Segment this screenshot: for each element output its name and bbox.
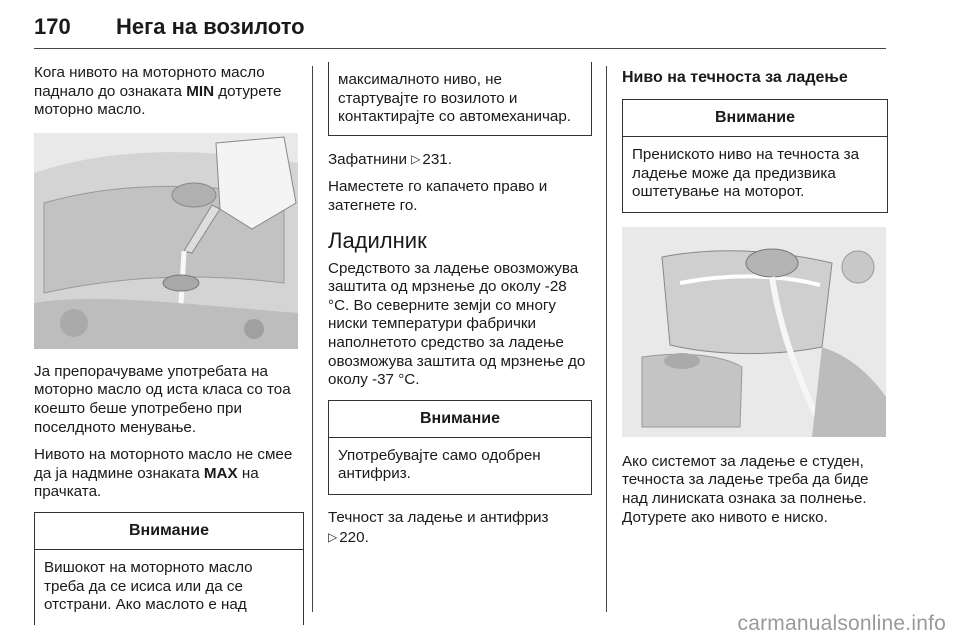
notice-title: Внимание bbox=[35, 513, 303, 550]
watermark: carmanualsonline.info bbox=[737, 612, 946, 635]
paragraph-cold-system: Ако системот за ладење е студен, течноста за ладење треба да биде над линиската ознака за полнење. Дотурете ако нивото е ниско. bbox=[622, 452, 869, 526]
notice-title: Внимание bbox=[623, 100, 887, 137]
min-mark-label: MIN bbox=[186, 82, 215, 100]
notice-text: Употребувајте само одобрен антифриз. bbox=[338, 446, 541, 483]
notice-box-oil bbox=[34, 512, 304, 625]
paragraph-cap: Наместете го капачето право и затегнете го. bbox=[328, 178, 548, 214]
notice-text: Прениското ниво на течноста за ладење може да предизвика оштетување на моторот. bbox=[632, 146, 860, 201]
column-divider-2 bbox=[606, 66, 607, 612]
notice-title: Внимание bbox=[329, 401, 591, 438]
reference-triangle-icon: ▷ bbox=[411, 151, 421, 166]
reference-triangle-icon: ▷ bbox=[328, 529, 338, 544]
notice-box-coolant-level bbox=[622, 99, 888, 213]
section-title-radiator: Ладилник bbox=[328, 227, 427, 253]
paragraph-coolant-protection: Средството за ладење овозможува заштита од мрзнење до околу -28 °C. Во северните земји со многу ниски температури фабрички наполнетото средство за ладење овозможува заштита од мрзнење до околу -37 °C. bbox=[328, 259, 586, 389]
engine-oil-filling-illustration bbox=[34, 133, 298, 349]
paragraph-add-oil: Кога нивото на моторното масло паднало до ознаката MIN дотурете моторно масло. bbox=[34, 64, 282, 119]
reference-coolant-antifreeze: Течност за ладење и антифриз ▷ 220. bbox=[328, 508, 549, 546]
page-title: Нега на возилото bbox=[116, 14, 305, 39]
reference-page-link[interactable]: 220. bbox=[339, 528, 369, 546]
paragraph-max-level: Нивото на моторното масло не смее да ја надмине ознаката MAX на прачката. bbox=[34, 446, 293, 501]
notice-box-oil-continued: максималното ниво, не стартувајте го возилото и контактирајте со автомеханичар. bbox=[328, 62, 592, 136]
header-divider bbox=[34, 48, 886, 49]
paragraph-oil-class: Ја препорачуваме употребата на моторно масло од иста класа со тоа коешто беше употребено при поселдното менување. bbox=[34, 362, 291, 436]
column-2 bbox=[328, 64, 592, 556]
coolant-reservoir-illustration bbox=[622, 227, 886, 437]
subsection-title-coolant-level: Ниво на течноста за ладење bbox=[622, 69, 848, 86]
column-1 bbox=[34, 64, 304, 625]
notice-text: Вишокот на моторното масло треба да се исиса или да се отстрани. Ако маслото е над bbox=[44, 558, 253, 614]
reference-page-link[interactable]: 231. bbox=[422, 150, 452, 168]
notice-box-antifreeze bbox=[328, 400, 592, 495]
reference-capacities: Зафатнини ▷ 231. bbox=[328, 150, 452, 168]
page-header bbox=[34, 12, 886, 50]
column-3 bbox=[622, 64, 888, 536]
column-divider-1 bbox=[312, 66, 313, 612]
page-number: 170 bbox=[34, 14, 71, 39]
max-mark-label: MAX bbox=[203, 464, 238, 482]
